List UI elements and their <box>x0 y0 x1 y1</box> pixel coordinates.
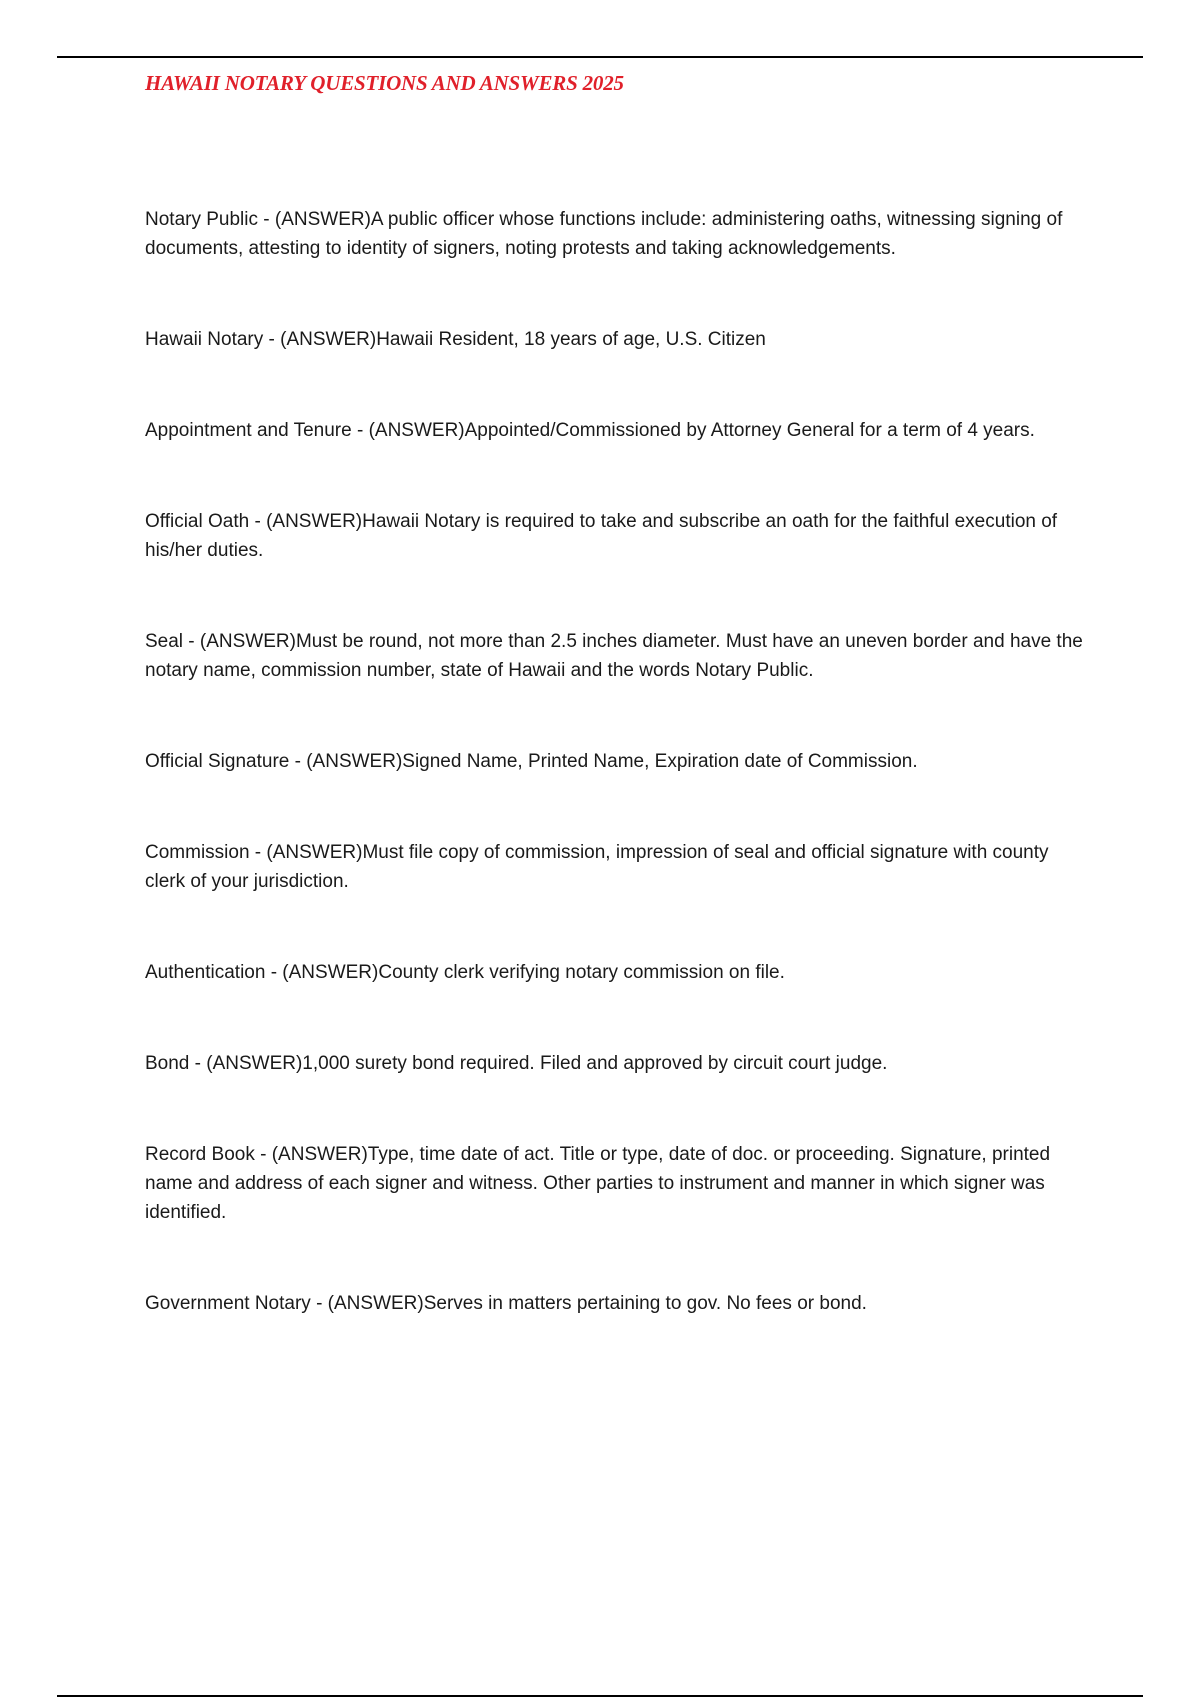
qa-entry-seal: Seal - (ANSWER)Must be round, not more than 2.5 inches diameter. Must have an uneven border and have the notary name, commission number, state of Hawaii and the words Notary Public. <box>145 631 1083 681</box>
qa-entry-notary-public: Notary Public - (ANSWER)A public officer whose functions include: administering oaths, witnessing signing of documents, attesting to identity of signers, noting protests and taking acknowledgements. <box>145 209 1063 259</box>
qa-entry-commission: Commission - (ANSWER)Must file copy of commission, impression of seal and official signature with county clerk of your jurisdiction. <box>145 842 1049 892</box>
qa-entry-official-oath: Official Oath - (ANSWER)Hawaii Notary is required to take and subscribe an oath for the faithful execution of his/her duties. <box>145 511 1058 561</box>
qa-entry-hawaii-notary: Hawaii Notary - (ANSWER)Hawaii Resident, 18 years of age, U.S. Citizen <box>145 329 766 350</box>
qa-entry-official-signature: Official Signature - (ANSWER)Signed Name, Printed Name, Expiration date of Commission. <box>145 751 918 772</box>
bottom-rule <box>57 1695 1143 1697</box>
document-title: HAWAII NOTARY QUESTIONS AND ANSWERS 2025 <box>145 71 624 95</box>
qa-list <box>145 205 1085 1318</box>
top-rule <box>57 56 1143 58</box>
qa-entry-government-notary: Government Notary - (ANSWER)Serves in matters pertaining to gov. No fees or bond. <box>145 1293 867 1314</box>
qa-entry-authentication: Authentication - (ANSWER)County clerk verifying notary commission on file. <box>145 962 785 983</box>
qa-entry-appointment-and-tenure: Appointment and Tenure - (ANSWER)Appointed/Commissioned by Attorney General for a term of 4 years. <box>145 420 1035 441</box>
qa-entry-bond: Bond - (ANSWER)1,000 surety bond required. Filed and approved by circuit court judge. <box>145 1053 888 1074</box>
qa-entry-record-book: Record Book - (ANSWER)Type, time date of act. Title or type, date of doc. or proceeding. Signature, printed name and address of each signer and witness. Other parties to instrument and manner in which signer was identified. <box>145 1144 1051 1223</box>
